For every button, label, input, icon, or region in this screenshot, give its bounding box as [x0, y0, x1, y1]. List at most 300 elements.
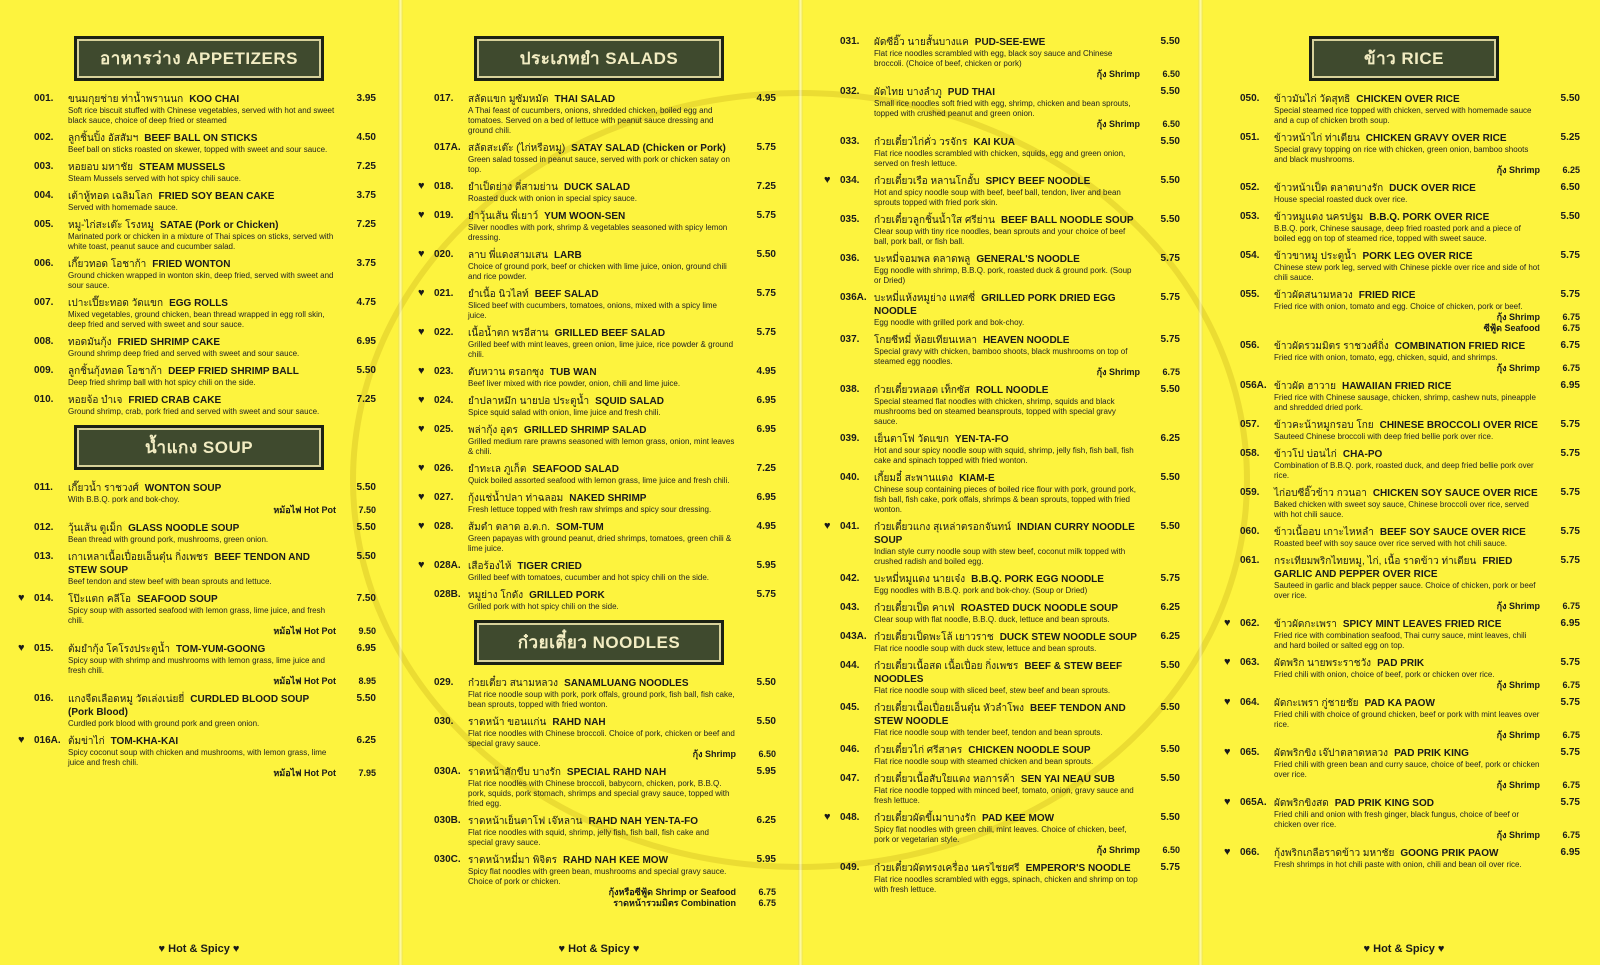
option-label: กุ้ง Shrimp: [1496, 680, 1540, 690]
item-thai-name: เกี๊ยวน้ำ ราชวงศ์: [68, 483, 139, 494]
menu-item[interactable]: [434, 766, 782, 809]
menu-item[interactable]: [434, 142, 782, 175]
item-name: SANAMLUANG NOODLES: [564, 678, 689, 689]
menu-item[interactable]: [34, 93, 382, 126]
option-label: กุ้ง Shrimp: [1496, 601, 1540, 611]
menu-item[interactable]: [840, 86, 1186, 130]
menu-item[interactable]: [34, 161, 382, 184]
item-number: 049.: [840, 862, 860, 873]
option-label: กุ้ง Shrimp: [1496, 363, 1540, 373]
menu-item[interactable]: [840, 36, 1186, 80]
item-number: 027.: [434, 492, 454, 503]
item-description: Beef ball on sticks roasted on skewer, topped with sweet and sour sauce.: [68, 145, 328, 154]
item-heading: [468, 589, 776, 602]
item-name: SEN YAI NEAU SUB: [1020, 774, 1115, 785]
item-price: 5.95: [756, 854, 776, 865]
item-heading: [874, 36, 1180, 49]
option-price: 8.95: [358, 676, 376, 686]
item-number: 062.: [1240, 618, 1260, 629]
menu-item[interactable]: [418, 520, 782, 554]
panel-content: [1222, 0, 1586, 870]
item-price: 5.50: [1160, 136, 1180, 147]
item-thai-name: เปาะเปี๊ยะทอด วัดแขก: [68, 298, 164, 309]
menu-item[interactable]: [34, 297, 382, 330]
item-number: 006.: [34, 258, 54, 269]
item-description: Combination of B.B.Q. pork, roasted duck, and deep fried bellie pork over rice.: [1274, 461, 1534, 480]
item-heading: [468, 366, 776, 379]
menu-item[interactable]: [1240, 380, 1586, 413]
item-heading: [1274, 847, 1580, 860]
menu-item[interactable]: [840, 136, 1186, 169]
item-option: [68, 768, 376, 779]
item-number: 064.: [1240, 697, 1260, 708]
item-number: 008.: [34, 336, 54, 347]
item-name: B.B.Q. PORK OVER RICE: [1369, 212, 1490, 223]
item-name: ROASTED DUCK NOODLE SOUP: [960, 603, 1118, 614]
item-thai-name: หอยจ้อ บำเจ: [68, 395, 123, 406]
menu-item[interactable]: [18, 642, 382, 687]
item-thai-name: กุ้งพริกเกลือราดข้าว มหาชัย: [1274, 848, 1395, 859]
hot-spicy-icon: ♥: [418, 326, 425, 338]
item-heading: [1274, 211, 1580, 224]
item-number: 057.: [1240, 419, 1260, 430]
item-heading: [468, 181, 776, 194]
item-number: 025.: [434, 424, 454, 435]
item-heading: [874, 602, 1180, 615]
item-name: PAD KEE MOW: [982, 813, 1055, 824]
fold-line: [398, 0, 403, 965]
menu-item[interactable]: [1240, 250, 1586, 283]
item-thai-name: เกาเหลาเนื้อเปื่อยเอ็นตุ๋น กิ่งเพชร: [68, 552, 209, 563]
item-number: 061.: [1240, 555, 1260, 566]
item-price: 5.50: [1160, 812, 1180, 823]
menu-item[interactable]: [418, 491, 782, 515]
item-option: [1274, 730, 1580, 741]
item-description: Fresh shrimps in hot chili paste with onion, chili and bean oil over rice.: [1274, 860, 1522, 869]
item-description: Special gravy with chicken, bamboo shoots, black mushrooms on top of steamed egg noodles.: [874, 347, 1128, 366]
menu-item[interactable]: [840, 660, 1186, 696]
menu-item[interactable]: [434, 589, 782, 612]
menu-item[interactable]: [34, 365, 382, 388]
item-number: 015.: [34, 643, 54, 654]
menu-item[interactable]: [840, 214, 1186, 247]
item-name: BEEF SALAD: [534, 289, 599, 300]
item-description: Spicy flat noodles with green bean, mushrooms and special gravy sauce. Choice of pork or chicken.: [468, 867, 727, 886]
menu-item[interactable]: [1240, 448, 1586, 481]
item-description: Marinated pork or chicken in a mixture of Thai spices on sticks, served with white toast, peanut sauce and cucumber salad.: [68, 232, 334, 251]
option-price: 6.75: [758, 887, 776, 897]
menu-item[interactable]: [418, 423, 782, 457]
item-price: 6.25: [356, 735, 376, 746]
item-option: [68, 626, 376, 637]
item-description: Silver noodles with pork, shrimp & vegetables seasoned with spicy lemon dressing.: [468, 223, 728, 242]
menu-item[interactable]: [1240, 487, 1586, 520]
menu-item[interactable]: [824, 811, 1186, 856]
menu-item[interactable]: [18, 734, 382, 779]
item-thai-name: ผัดพริกขิงสด: [1274, 798, 1329, 809]
menu-item[interactable]: [1240, 419, 1586, 442]
item-number: 030A.: [434, 766, 461, 777]
item-thai-name: ยำปลาหมึก นายปอ ประตูน้ำ: [468, 396, 590, 407]
item-price: 7.25: [356, 394, 376, 405]
item-thai-name: ก๋วยเตี๋ยวแกง สุเหล่าตรอกจันทน์: [874, 522, 1011, 533]
menu-item[interactable]: [1224, 656, 1586, 691]
menu-item[interactable]: [1224, 696, 1586, 741]
item-price: 5.50: [756, 716, 776, 727]
menu-item[interactable]: [434, 677, 782, 710]
option-label: กุ้ง Shrimp: [1496, 730, 1540, 740]
item-number: 056.: [1240, 340, 1260, 351]
item-price: 5.50: [1560, 93, 1580, 104]
fold-line: [1198, 0, 1203, 965]
item-name: FRIED SOY BEAN CAKE: [158, 191, 275, 202]
item-price: 5.50: [1160, 86, 1180, 97]
item-number: 052.: [1240, 182, 1260, 193]
item-description: Egg noodle with grilled pork and bok-choy.: [874, 318, 1025, 327]
menu-item[interactable]: [840, 384, 1186, 427]
item-price: 6.25: [1160, 631, 1180, 642]
option-price: 6.75: [1562, 323, 1580, 333]
item-heading: [68, 258, 376, 271]
menu-item[interactable]: [418, 394, 782, 418]
item-heading: [68, 735, 376, 748]
menu-item[interactable]: [840, 472, 1186, 515]
item-price: 4.95: [756, 93, 776, 104]
menu-item[interactable]: [840, 292, 1186, 328]
option-price: 7.95: [358, 768, 376, 778]
item-number: 012.: [34, 522, 54, 533]
item-heading: [874, 702, 1180, 728]
item-heading: [874, 472, 1180, 485]
panel-rice: [1222, 0, 1586, 965]
menu-item[interactable]: [418, 462, 782, 486]
menu-item[interactable]: [1240, 340, 1586, 374]
menu-item[interactable]: [1240, 289, 1586, 334]
item-heading: [468, 463, 776, 476]
item-number: 001.: [34, 93, 54, 104]
item-name: EMPEROR'S NOODLE: [1025, 863, 1131, 874]
item-price: 5.75: [756, 142, 776, 153]
item-description: Beef liver mixed with rice powder, onion, chili and lime juice.: [468, 379, 681, 388]
item-description: Flat rice noodles scrambled with chicken, squids, egg and green onion, served on fresh lettuce.: [874, 149, 1126, 168]
panel-content: [416, 0, 782, 909]
item-description: Egg noodle with shrimp, B.B.Q. pork, roasted duck & ground pork. (Soup or Dried): [874, 266, 1132, 285]
item-heading: [68, 693, 376, 719]
menu-item[interactable]: [840, 253, 1186, 286]
item-thai-name: ข้าวผัด ฮาวาย: [1274, 381, 1337, 392]
item-thai-name: ผัดซีอิ๊ว นายสั้นบางแค: [874, 37, 969, 48]
item-price: 5.50: [356, 482, 376, 493]
item-name: SPICY MINT LEAVES FRIED RICE: [1342, 619, 1502, 630]
item-name: DEEP FRIED SHRIMP BALL: [168, 366, 299, 377]
menu-item[interactable]: [1240, 182, 1586, 205]
item-number: 011.: [34, 482, 53, 493]
item-thai-name: ข้าวผัดรวมมิตร ราชวงศ์ถิ่ง: [1274, 341, 1389, 352]
option-price: 9.50: [358, 626, 376, 636]
option-label: กุ้ง Shrimp: [1096, 69, 1140, 79]
menu-item[interactable]: [434, 854, 782, 909]
item-price: 5.75: [1160, 573, 1180, 584]
menu-item-list: [416, 93, 782, 612]
item-price: 3.75: [356, 190, 376, 201]
menu-item[interactable]: [840, 702, 1186, 738]
item-name: TOM-YUM-GOONG: [176, 644, 266, 655]
item-description: Bean thread with ground pork, mushrooms, green onion.: [68, 535, 269, 544]
item-price: 7.50: [356, 593, 376, 604]
item-thai-name: เสือร้องไห้: [468, 561, 512, 572]
menu-item[interactable]: [18, 592, 382, 637]
item-description: Baked chicken with sweet soy sauce, Chinese broccoli over rice, served with hot chili sauce.: [1274, 500, 1529, 519]
hot-spicy-icon: ♥: [18, 592, 25, 604]
menu-item[interactable]: [34, 394, 382, 417]
item-description: Clear soup with flat noodle, B.B.Q. duck, lettuce and bean sprouts.: [874, 615, 1110, 624]
menu-item[interactable]: [1240, 93, 1586, 126]
item-price: 5.75: [756, 589, 776, 600]
menu-item[interactable]: [434, 93, 782, 136]
item-thai-name: โป๊ะแตก คลีโอ: [68, 594, 132, 605]
item-description: Sauteed in garlic and black pepper sauce. Choice of chicken, pork or beef over rice.: [1274, 581, 1536, 600]
item-thai-name: ก๋วยเตี๋ยวเนื้อเปื่อยเอ็นตุ๋น หัวลำโพง: [874, 703, 1024, 714]
hot-spicy-icon: ♥: [418, 520, 425, 532]
menu-item[interactable]: [418, 365, 782, 389]
item-heading: [874, 292, 1180, 318]
item-heading: [468, 288, 776, 301]
item-heading: [468, 766, 776, 779]
hot-spicy-legend: ♥ Hot & Spicy ♥: [158, 943, 240, 955]
item-description: Quick boiled assorted seafood with lemon grass, lime juice and fresh chili.: [468, 476, 730, 485]
item-number: 039.: [840, 433, 860, 444]
menu-item[interactable]: [418, 287, 782, 321]
item-name: THAI SALAD: [554, 94, 616, 105]
item-heading: [468, 327, 776, 340]
option-label: กุ้ง Shrimp: [1496, 165, 1540, 175]
item-thai-name: ทอดมันกุ้ง: [68, 337, 112, 348]
menu-item[interactable]: [34, 551, 382, 587]
item-number: 031.: [840, 36, 860, 47]
item-description: A Thai feast of cucumbers, onions, shredded chicken, boiled egg and tomatoes. Served on a bed of lettuce with peanut sauce dressing and ground chili.: [468, 106, 714, 135]
item-description: Fried rice with onion, tomato, egg, chicken, squid, and shrimps.: [1274, 353, 1498, 362]
item-description: B.B.Q. pork, Chinese sausage, deep fried roasted pork and a piece of boiled egg on top of steamed rice, topped with sweet sauce.: [1274, 224, 1521, 243]
menu-item[interactable]: [824, 174, 1186, 208]
item-name: TOM-KHA-KAI: [110, 736, 179, 747]
menu-item[interactable]: [34, 482, 382, 516]
item-thai-name: บะหมี่จอมพล ตลาดพลู: [874, 254, 971, 265]
menu-item[interactable]: [840, 744, 1186, 767]
item-thai-name: ผัดพริก นายพระราชวัง: [1274, 658, 1372, 669]
item-number: 003.: [34, 161, 54, 172]
panel-noodles-cont: [822, 0, 1186, 965]
menu-item[interactable]: [418, 180, 782, 204]
item-price: 5.50: [356, 693, 376, 704]
item-name: BEEF BALL ON STICKS: [144, 133, 258, 144]
section-header: ก๋วยเตี๋ยว NOODLES: [474, 620, 724, 665]
hot-spicy-legend: ♥ Hot & Spicy ♥: [1363, 943, 1445, 955]
item-thai-name: ลาบ พี่แดงสามเสน: [468, 250, 548, 261]
item-number: 018.: [434, 181, 454, 192]
menu-item[interactable]: [1240, 211, 1586, 244]
menu-item[interactable]: [1224, 846, 1586, 870]
item-number: 060.: [1240, 526, 1260, 537]
item-heading: [68, 93, 376, 106]
item-heading: [1274, 657, 1580, 670]
item-option: [1274, 323, 1580, 334]
item-name: PORK LEG OVER RICE: [1362, 251, 1473, 262]
section-header: ข้าว RICE: [1309, 36, 1499, 81]
item-number: 024.: [434, 395, 454, 406]
item-description: Fried chili and onion with fresh ginger, black fungus, choice of beef or chicken over rice.: [1274, 810, 1520, 829]
item-description: Sliced beef with cucumbers, tomatoes, onions, mixed with a spicy lime juice.: [468, 301, 717, 320]
menu-item-list: [822, 36, 1186, 895]
item-name: SQUID SALAD: [595, 396, 664, 407]
menu-item[interactable]: [434, 716, 782, 760]
item-name: SATAY SALAD (Chicken or Pork): [571, 143, 726, 154]
item-heading: [468, 249, 776, 262]
option-price: 6.50: [758, 749, 776, 759]
menu-item[interactable]: [434, 815, 782, 848]
menu-item[interactable]: [1224, 617, 1586, 651]
item-option: [1274, 601, 1580, 612]
item-name: GRILLED PORK DRIED EGG NOODLE: [874, 293, 1116, 317]
item-number: 021.: [434, 288, 454, 299]
menu-item[interactable]: [1240, 132, 1586, 176]
item-heading: [1274, 555, 1580, 581]
item-price: 5.75: [1560, 289, 1580, 300]
panel-salads-noodles: [416, 0, 782, 965]
item-option: [1274, 312, 1580, 323]
item-name: CHICKEN GRAVY OVER RICE: [1365, 133, 1507, 144]
item-heading: [1274, 448, 1580, 461]
section-header: ประเภทยำ SALADS: [474, 36, 724, 81]
item-price: 5.75: [1560, 697, 1580, 708]
item-heading: [874, 660, 1180, 686]
menu-item[interactable]: [840, 862, 1186, 895]
item-number: 007.: [34, 297, 54, 308]
item-thai-name: ยำเนื้อ นิวไลท์: [468, 289, 529, 300]
option-label: กุ้ง Shrimp: [1496, 780, 1540, 790]
item-name: SEAFOOD SALAD: [532, 464, 619, 475]
item-price: 5.75: [1160, 292, 1180, 303]
item-price: 5.75: [1560, 555, 1580, 566]
menu-item[interactable]: [34, 219, 382, 252]
item-thai-name: ก๋วยเตี๋ยวผัดขี้เมาบางรัก: [874, 813, 977, 824]
item-thai-name: ข้าวผัดสนามหลวง: [1274, 290, 1353, 301]
menu-item[interactable]: [840, 602, 1186, 625]
menu-item[interactable]: [34, 258, 382, 291]
menu-item[interactable]: [1240, 526, 1586, 549]
item-name: KOO CHAI: [189, 94, 240, 105]
item-number: 019.: [434, 210, 454, 221]
item-option: [1274, 830, 1580, 841]
item-number: 038.: [840, 384, 860, 395]
item-price: 5.75: [1160, 334, 1180, 345]
item-price: 6.95: [756, 492, 776, 503]
menu-item[interactable]: [418, 248, 782, 282]
item-description: Mixed vegetables, ground chicken, bean thread wrapped in egg roll skin, deep fried and served with sweet and sour sauce.: [68, 310, 325, 329]
menu-item[interactable]: [840, 573, 1186, 596]
item-heading: [1274, 250, 1580, 263]
item-number: 066.: [1240, 847, 1260, 858]
hot-spicy-icon: ♥: [418, 559, 425, 571]
item-thai-name: เต้าหู้ทอด เฉลิมโลก: [68, 191, 153, 202]
menu-item[interactable]: [418, 326, 782, 360]
menu-item[interactable]: [840, 433, 1186, 466]
item-number: 016A.: [34, 735, 61, 746]
item-number: 056A.: [1240, 380, 1267, 391]
item-description: Clear soup with tiny rice noodles, bean sprouts and your choice of beef ball, pork ball, or fish ball.: [874, 227, 1126, 246]
item-name: CHINESE BROCCOLI OVER RICE: [1379, 420, 1538, 431]
item-thai-name: ลูกชิ้นกุ้งทอด โอชาก้า: [68, 366, 163, 377]
item-description: Grilled pork with hot spicy chili on the side.: [468, 602, 619, 611]
option-label: กุ้ง Shrimp: [1496, 830, 1540, 840]
hot-spicy-icon: ♥: [418, 365, 425, 377]
item-thai-name: ข้าวหมูแดง นครปฐม: [1274, 212, 1364, 223]
item-number: 034.: [840, 175, 860, 186]
item-number: 017A.: [434, 142, 461, 153]
item-name: FRIED GARLIC AND PEPPER OVER RICE: [1274, 556, 1513, 580]
menu-item[interactable]: [418, 209, 782, 243]
item-name: RAHD NAH YEN-TA-FO: [588, 816, 699, 827]
item-option: [874, 845, 1180, 856]
menu-item[interactable]: [34, 693, 382, 729]
item-heading: [68, 297, 376, 310]
item-option: [468, 898, 776, 909]
menu-item[interactable]: [418, 559, 782, 583]
item-price: 4.50: [356, 132, 376, 143]
item-description: With B.B.Q. pork and bok-choy.: [68, 495, 180, 504]
menu-item[interactable]: [34, 522, 382, 545]
item-name: KIAM-E: [959, 473, 995, 484]
item-price: 5.50: [356, 551, 376, 562]
item-heading: [1274, 93, 1580, 106]
menu-item[interactable]: [840, 334, 1186, 378]
menu-item-list: [1222, 93, 1586, 870]
item-number: 065.: [1240, 747, 1260, 758]
item-price: 6.95: [756, 424, 776, 435]
option-price: 6.50: [1162, 845, 1180, 855]
item-thai-name: ต้มยำกุ้ง โคโรงประตูน้ำ: [68, 644, 170, 655]
item-price: 5.75: [756, 210, 776, 221]
item-thai-name: ก๋วยเตี๋ยวเรือ หลานโกอั้บ: [874, 176, 980, 187]
item-number: 022.: [434, 327, 454, 338]
item-thai-name: ต้มข่าไก่: [68, 736, 105, 747]
menu-item[interactable]: [1224, 796, 1586, 841]
item-heading: [468, 677, 776, 690]
item-description: Flat rice noodle soup with tender beef, tendon and bean sprouts.: [874, 728, 1103, 737]
item-thai-name: ก๋วยเตี๋ยวเป็ด คาเฟ่: [874, 603, 955, 614]
item-heading: [468, 716, 776, 729]
option-price: 6.75: [1562, 680, 1580, 690]
item-heading: [874, 862, 1180, 875]
item-thai-name: บะหมี่แห้งหมูย่าง แทสซี่: [874, 293, 976, 304]
menu-item[interactable]: [840, 773, 1186, 806]
item-name: CHICKEN OVER RICE: [1356, 94, 1460, 105]
item-name: RAHD NAH: [552, 717, 606, 728]
hot-spicy-icon: ♥: [418, 491, 425, 503]
option-label: กุ้ง Shrimp: [692, 749, 736, 759]
item-number: 043A.: [840, 631, 867, 642]
menu-item[interactable]: [1240, 555, 1586, 612]
menu-item[interactable]: [34, 132, 382, 155]
menu-item[interactable]: [1224, 746, 1586, 791]
menu-item[interactable]: [824, 520, 1186, 567]
menu-item[interactable]: [34, 336, 382, 359]
menu-item[interactable]: [840, 631, 1186, 654]
item-description: Fried chili with choice of ground chicken, beef or pork with mint leaves over rice.: [1274, 710, 1540, 729]
menu-item[interactable]: [34, 190, 382, 213]
item-heading: [874, 214, 1180, 227]
option-price: 6.75: [1562, 312, 1580, 322]
item-name: INDIAN CURRY NOODLE SOUP: [874, 522, 1135, 546]
